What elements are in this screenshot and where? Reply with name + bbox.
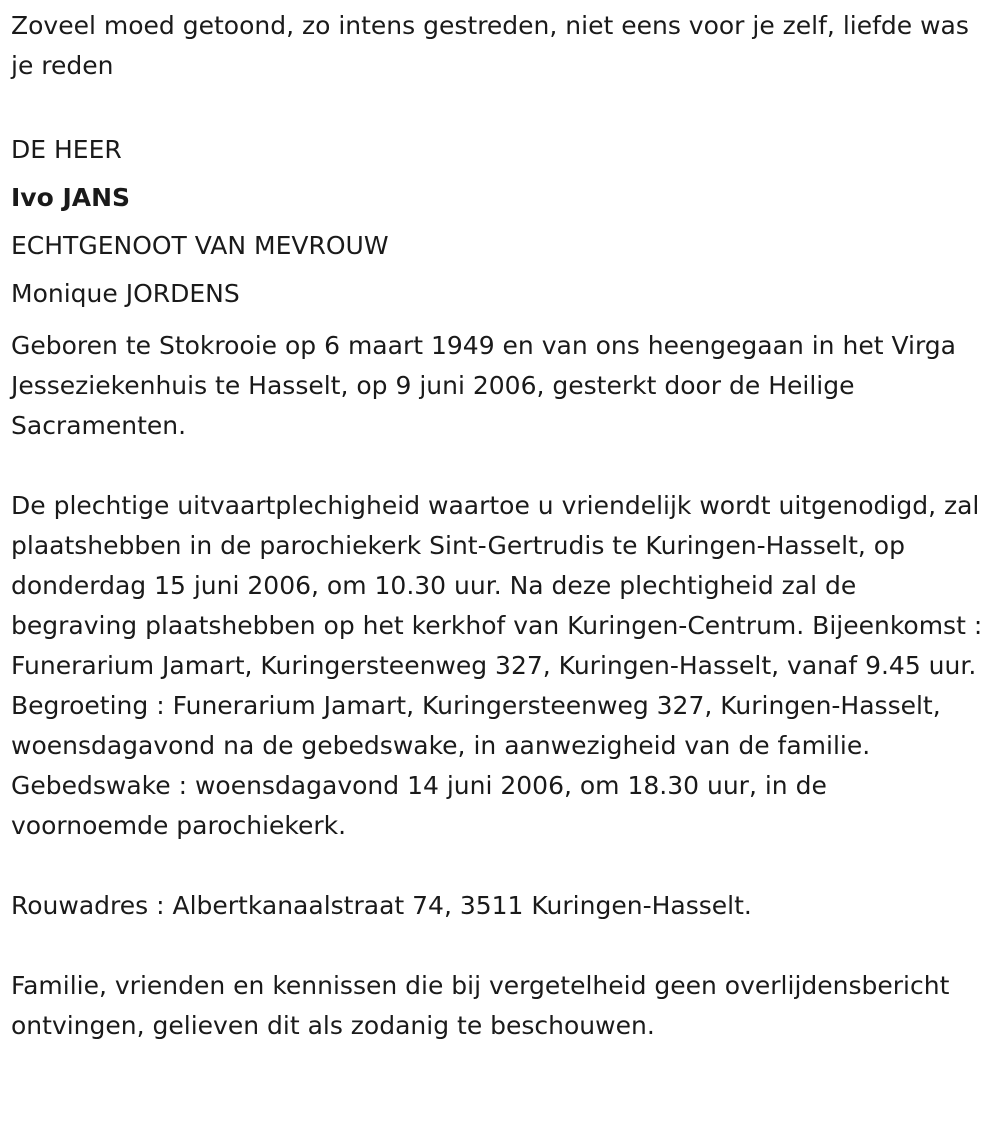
relation-line: ECHTGENOOT VAN MEVROUW [11, 231, 389, 260]
mourning-address: Rouwadres : Albertkanaalstraat 74, 3511 Kuringen-Hasselt. [11, 891, 752, 920]
birth-death-paragraph: Geboren te Stokrooie op 6 maart 1949 en van ons heengegaan in het Virga Jesseziekenhuis te Hasselt, op 9 juni 2006, gesterkt door de Heilige Sacramenten. [11, 331, 956, 440]
closing-note: Familie, vrienden en kennissen die bij vergetelheid geen overlijdensbericht ontvingen, gelieven dit als zodanig te beschouwen. [11, 971, 950, 1040]
heading-block [11, 126, 990, 318]
opening-quote: Zoveel moed getoond, zo intens gestreden, niet eens voor je zelf, liefde was je reden [11, 11, 969, 80]
funeral-details-paragraph: De plechtige uitvaartplechigheid waartoe u vriendelijk wordt uitgenodigd, zal plaatshebben in de parochiekerk Sint-Gertrudis te Kuringen-Hasselt, op donderdag 15 juni 2006, om 10.30 uur. Na deze plechtigheid zal de begraving plaatshebben op het kerkhof van Kuringen-Centrum. Bijeenkomst : Funerarium Jamart, Kuringersteenweg 327, Kuringen-Hasselt, vanaf 9.45 uur. Begroeting : Funerarium Jamart, Kuringersteenweg 327, Kuringen-Hasselt, woensdagavond na de gebedswake, in aanwezigheid van de familie. Gebedswake : woensdagavond 14 juni 2006, om 18.30 uur, in de voornoemde parochiekerk. [11, 491, 983, 840]
spouse-name: Monique JORDENS [11, 279, 240, 308]
salutation: DE HEER [11, 135, 122, 164]
deceased-name: Ivo JANS [11, 183, 131, 212]
obituary-notice [11, 6, 990, 1046]
